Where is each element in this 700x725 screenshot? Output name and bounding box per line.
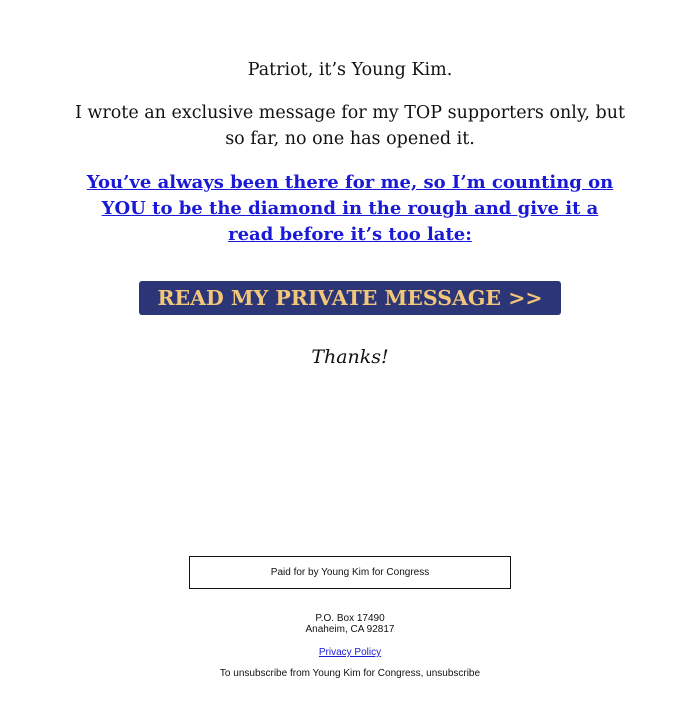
mailing-address [0, 613, 700, 635]
intro-paragraph: I wrote an exclusive message for my TOP supporters only, but so far, no one has opened it. [74, 103, 626, 149]
paid-for-disclaimer: Paid for by Young Kim for Congress [189, 556, 511, 589]
address-line-1: P.O. Box 17490 [315, 613, 385, 624]
signoff-text: Thanks! [311, 346, 389, 368]
privacy-policy-row [0, 647, 700, 659]
address-line-2: Anaheim, CA 92817 [305, 624, 395, 635]
read-private-message-button[interactable]: READ MY PRIVATE MESSAGE >> [139, 281, 561, 315]
unsubscribe-text: To unsubscribe from Young Kim for Congress, unsubscribe [219, 668, 481, 679]
privacy-policy-link[interactable]: Privacy Policy [318, 647, 382, 658]
greeting-text: Patriot, it’s Young Kim. [247, 60, 453, 80]
appeal-link[interactable]: You’ve always been there for me, so I’m counting on YOU to be the diamond in the rough and give it a read before it’s too late: [86, 172, 614, 245]
